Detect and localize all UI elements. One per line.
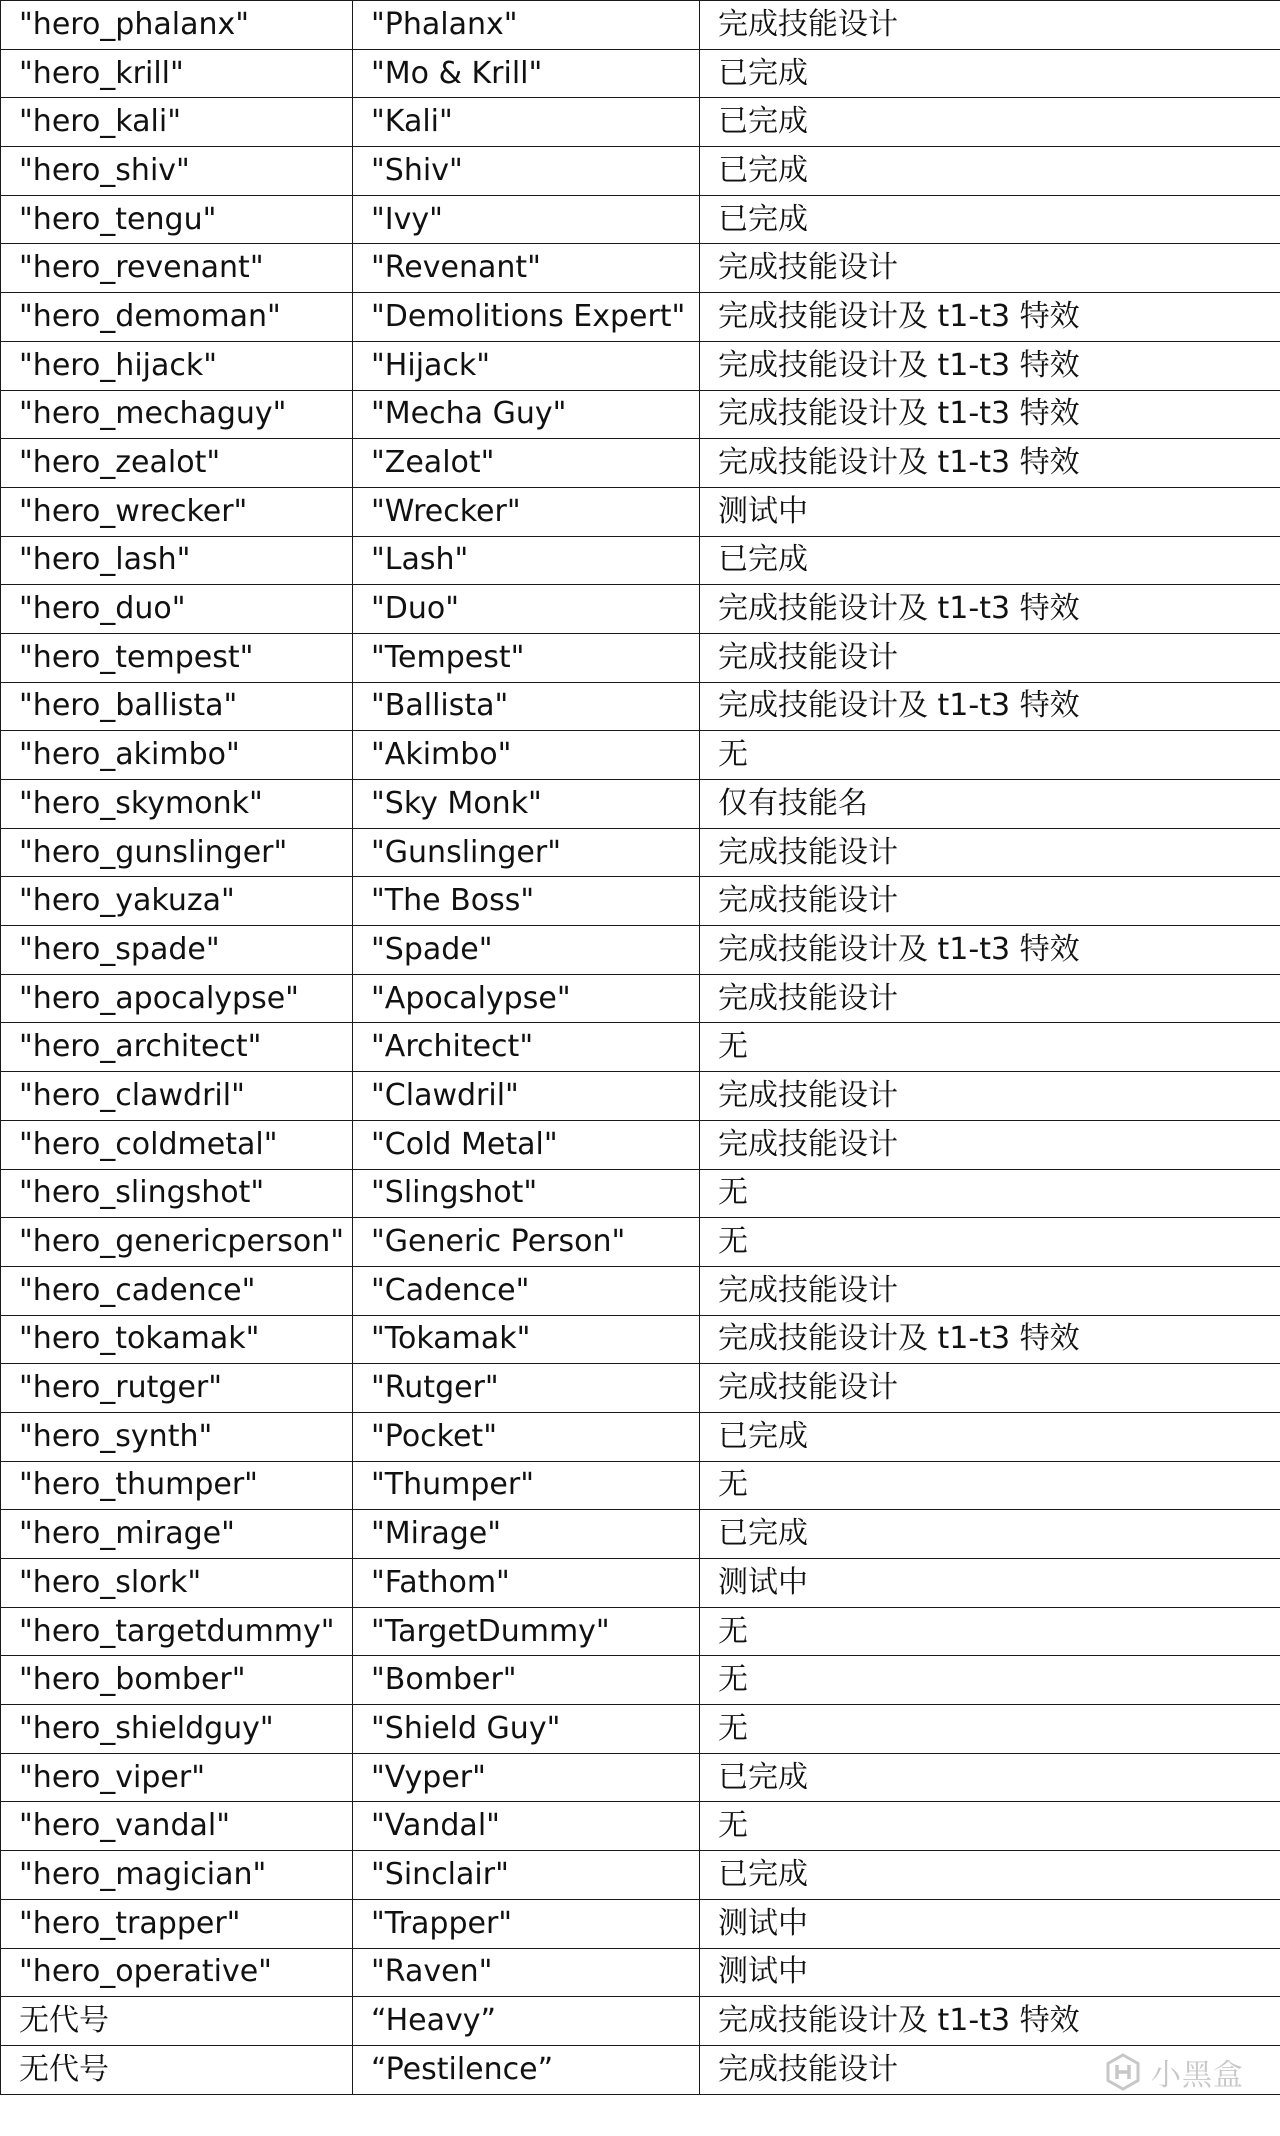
watermark-text: 小黑盒 bbox=[1151, 2058, 1244, 2093]
hero-codename-cell: "hero_rutger" bbox=[1, 1364, 353, 1413]
hero-codename-cell: "hero_coldmetal" bbox=[1, 1120, 353, 1169]
table-row bbox=[1, 780, 1280, 829]
table-row bbox=[1, 682, 1280, 731]
table-row bbox=[1, 98, 1280, 147]
hero-codename-cell: "hero_shiv" bbox=[1, 147, 353, 196]
hero-status-cell: 完成技能设计及 t1-t3 特效 bbox=[700, 390, 1280, 439]
hero-name-cell: "Bomber" bbox=[353, 1656, 700, 1705]
hero-name-cell: "The Boss" bbox=[353, 877, 700, 926]
hero-codename-cell: "hero_genericperson" bbox=[1, 1218, 353, 1267]
hero-status-cell: 完成技能设计 bbox=[700, 1266, 1280, 1315]
hero-name-cell: "Vyper" bbox=[353, 1753, 700, 1802]
table-row bbox=[1, 1072, 1280, 1121]
hero-status-cell: 已完成 bbox=[700, 1851, 1280, 1900]
hero-name-cell: "Mecha Guy" bbox=[353, 390, 700, 439]
hero-status-cell: 完成技能设计及 t1-t3 特效 bbox=[700, 1315, 1280, 1364]
table-row bbox=[1, 633, 1280, 682]
table-row bbox=[1, 1753, 1280, 1802]
hero-name-cell: "Fathom" bbox=[353, 1559, 700, 1608]
hero-status-cell: 无 bbox=[700, 731, 1280, 780]
hero-codename-cell: "hero_shieldguy" bbox=[1, 1705, 353, 1754]
hero-name-cell: "Clawdril" bbox=[353, 1072, 700, 1121]
hero-codename-cell: "hero_trapper" bbox=[1, 1899, 353, 1948]
hero-codename-cell: "hero_mechaguy" bbox=[1, 390, 353, 439]
hero-codename-cell: "hero_demoman" bbox=[1, 293, 353, 342]
hero-codename-cell: "hero_vandal" bbox=[1, 1802, 353, 1851]
hero-name-cell: "Shield Guy" bbox=[353, 1705, 700, 1754]
hero-name-cell: "Lash" bbox=[353, 536, 700, 585]
table-row bbox=[1, 926, 1280, 975]
table-row bbox=[1, 1802, 1280, 1851]
hero-codename-cell: "hero_clawdril" bbox=[1, 1072, 353, 1121]
hero-codename-cell: "hero_lash" bbox=[1, 536, 353, 585]
hero-status-cell: 无 bbox=[700, 1705, 1280, 1754]
hero-status-cell: 完成技能设计 bbox=[700, 1120, 1280, 1169]
hero-name-cell: "Zealot" bbox=[353, 439, 700, 488]
hero-status-cell: 测试中 bbox=[700, 487, 1280, 536]
hero-name-cell: "Revenant" bbox=[353, 244, 700, 293]
hero-status-cell: 已完成 bbox=[700, 98, 1280, 147]
hero-codename-cell: "hero_akimbo" bbox=[1, 731, 353, 780]
hero-name-cell: "Spade" bbox=[353, 926, 700, 975]
table-row bbox=[1, 49, 1280, 98]
hero-status-cell: 完成技能设计 bbox=[700, 877, 1280, 926]
hero-status-cell: 无 bbox=[700, 1023, 1280, 1072]
hero-codename-cell: "hero_thumper" bbox=[1, 1461, 353, 1510]
hero-name-cell: “Heavy” bbox=[353, 1997, 700, 2046]
hero-name-cell: "Pocket" bbox=[353, 1412, 700, 1461]
table-row bbox=[1, 1218, 1280, 1267]
hero-codename-cell: "hero_yakuza" bbox=[1, 877, 353, 926]
hero-name-cell: "Trapper" bbox=[353, 1899, 700, 1948]
hero-name-cell: "Shiv" bbox=[353, 147, 700, 196]
hero-codename-cell: 无代号 bbox=[1, 2045, 353, 2094]
hero-codename-cell: "hero_spade" bbox=[1, 926, 353, 975]
table-row bbox=[1, 439, 1280, 488]
table-row bbox=[1, 1266, 1280, 1315]
table-row bbox=[1, 195, 1280, 244]
table-row bbox=[1, 1656, 1280, 1705]
hero-name-cell: "Mo & Krill" bbox=[353, 49, 700, 98]
table-row bbox=[1, 244, 1280, 293]
hero-codename-cell: "hero_revenant" bbox=[1, 244, 353, 293]
hero-status-cell: 完成技能设计 bbox=[700, 1, 1280, 50]
hero-codename-cell: "hero_tengu" bbox=[1, 195, 353, 244]
table-row bbox=[1, 390, 1280, 439]
hero-status-cell: 完成技能设计 bbox=[700, 1072, 1280, 1121]
hero-codename-cell: "hero_magician" bbox=[1, 1851, 353, 1900]
hero-name-cell: "Mirage" bbox=[353, 1510, 700, 1559]
table-row bbox=[1, 1315, 1280, 1364]
hero-name-cell: "Ivy" bbox=[353, 195, 700, 244]
hero-name-cell: "Slingshot" bbox=[353, 1169, 700, 1218]
hero-codename-cell: "hero_gunslinger" bbox=[1, 828, 353, 877]
table-row bbox=[1, 1705, 1280, 1754]
hero-status-cell: 测试中 bbox=[700, 1899, 1280, 1948]
table-row bbox=[1, 1559, 1280, 1608]
hero-codename-cell: "hero_kali" bbox=[1, 98, 353, 147]
hero-name-cell: "Cadence" bbox=[353, 1266, 700, 1315]
table-row bbox=[1, 1412, 1280, 1461]
table-row bbox=[1, 1899, 1280, 1948]
hero-codename-cell: "hero_ballista" bbox=[1, 682, 353, 731]
hero-name-cell: "Tokamak" bbox=[353, 1315, 700, 1364]
hero-name-cell: "Demolitions Expert" bbox=[353, 293, 700, 342]
hero-status-cell: 无 bbox=[700, 1802, 1280, 1851]
hero-status-cell: 已完成 bbox=[700, 1412, 1280, 1461]
hero-codename-cell: "hero_zealot" bbox=[1, 439, 353, 488]
table-row bbox=[1, 828, 1280, 877]
hero-codename-cell: "hero_viper" bbox=[1, 1753, 353, 1802]
hero-codename-cell: "hero_targetdummy" bbox=[1, 1607, 353, 1656]
table-row bbox=[1, 147, 1280, 196]
hero-status-cell: 完成技能设计及 t1-t3 特效 bbox=[700, 585, 1280, 634]
hero-name-cell: "Raven" bbox=[353, 1948, 700, 1997]
hero-name-cell: "TargetDummy" bbox=[353, 1607, 700, 1656]
hero-status-cell: 完成技能设计及 t1-t3 特效 bbox=[700, 439, 1280, 488]
hero-status-cell: 完成技能设计 bbox=[700, 633, 1280, 682]
hero-name-cell: “Pestilence” bbox=[353, 2045, 700, 2094]
table-row bbox=[1, 1023, 1280, 1072]
hero-name-cell: "Apocalypse" bbox=[353, 974, 700, 1023]
hero-codename-cell: "hero_cadence" bbox=[1, 1266, 353, 1315]
hero-codename-cell: "hero_tempest" bbox=[1, 633, 353, 682]
hero-status-cell: 完成技能设计及 t1-t3 特效 bbox=[700, 1997, 1280, 2046]
hero-name-cell: "Rutger" bbox=[353, 1364, 700, 1413]
hero-codename-cell: "hero_architect" bbox=[1, 1023, 353, 1072]
hero-status-cell: 无 bbox=[700, 1218, 1280, 1267]
table-row bbox=[1, 536, 1280, 585]
table-row bbox=[1, 1, 1280, 50]
table-row bbox=[1, 1510, 1280, 1559]
table-row bbox=[1, 1851, 1280, 1900]
hero-codename-cell: "hero_hijack" bbox=[1, 341, 353, 390]
hero-name-cell: "Architect" bbox=[353, 1023, 700, 1072]
hero-codename-cell: "hero_skymonk" bbox=[1, 780, 353, 829]
table-row bbox=[1, 1997, 1280, 2046]
table-row bbox=[1, 1169, 1280, 1218]
hero-status-cell: 完成技能设计及 t1-t3 特效 bbox=[700, 341, 1280, 390]
hero-status-cell: 完成技能设计及 t1-t3 特效 bbox=[700, 926, 1280, 975]
table-row bbox=[1, 293, 1280, 342]
hero-name-cell: "Ballista" bbox=[353, 682, 700, 731]
table-row bbox=[1, 1120, 1280, 1169]
hero-name-cell: "Kali" bbox=[353, 98, 700, 147]
hero-status-cell: 完成技能设计 bbox=[700, 828, 1280, 877]
table-row bbox=[1, 1461, 1280, 1510]
hero-status-cell: 完成技能设计及 t1-t3 特效 bbox=[700, 682, 1280, 731]
hero-codename-cell: "hero_slingshot" bbox=[1, 1169, 353, 1218]
table-row bbox=[1, 585, 1280, 634]
hero-table-body bbox=[1, 1, 1280, 2095]
hero-name-cell: "Gunslinger" bbox=[353, 828, 700, 877]
hero-status-cell: 已完成 bbox=[700, 1753, 1280, 1802]
hero-status-cell: 无 bbox=[700, 1607, 1280, 1656]
table-row bbox=[1, 877, 1280, 926]
hero-status-cell: 已完成 bbox=[700, 147, 1280, 196]
hero-status-cell: 完成技能设计及 t1-t3 特效 bbox=[700, 293, 1280, 342]
hero-codename-cell: 无代号 bbox=[1, 1997, 353, 2046]
table-row bbox=[1, 341, 1280, 390]
hero-status-cell: 完成技能设计 bbox=[700, 1364, 1280, 1413]
hero-name-cell: "Cold Metal" bbox=[353, 1120, 700, 1169]
hero-codename-cell: "hero_mirage" bbox=[1, 1510, 353, 1559]
table-row bbox=[1, 1948, 1280, 1997]
hero-status-cell: 仅有技能名 bbox=[700, 780, 1280, 829]
hero-name-cell: "Akimbo" bbox=[353, 731, 700, 780]
hero-name-cell: "Duo" bbox=[353, 585, 700, 634]
hero-codename-cell: "hero_wrecker" bbox=[1, 487, 353, 536]
hero-name-cell: "Tempest" bbox=[353, 633, 700, 682]
hero-status-cell: 无 bbox=[700, 1461, 1280, 1510]
hero-codename-cell: "hero_duo" bbox=[1, 585, 353, 634]
hero-name-cell: "Thumper" bbox=[353, 1461, 700, 1510]
hero-name-cell: "Sky Monk" bbox=[353, 780, 700, 829]
hero-status-cell: 测试中 bbox=[700, 1559, 1280, 1608]
hero-status-cell: 完成技能设计 bbox=[700, 2045, 1280, 2094]
hero-name-cell: "Generic Person" bbox=[353, 1218, 700, 1267]
hero-status-cell: 已完成 bbox=[700, 1510, 1280, 1559]
hero-codename-cell: "hero_operative" bbox=[1, 1948, 353, 1997]
hero-codename-cell: "hero_slork" bbox=[1, 1559, 353, 1608]
hero-codename-cell: "hero_apocalypse" bbox=[1, 974, 353, 1023]
hero-status-cell: 已完成 bbox=[700, 195, 1280, 244]
hero-codename-cell: "hero_synth" bbox=[1, 1412, 353, 1461]
hero-name-cell: "Vandal" bbox=[353, 1802, 700, 1851]
hero-status-cell: 测试中 bbox=[700, 1948, 1280, 1997]
hero-name-cell: "Wrecker" bbox=[353, 487, 700, 536]
table-row bbox=[1, 1607, 1280, 1656]
hero-status-cell: 已完成 bbox=[700, 536, 1280, 585]
hero-status-cell: 无 bbox=[700, 1169, 1280, 1218]
table-row bbox=[1, 487, 1280, 536]
hero-name-cell: "Hijack" bbox=[353, 341, 700, 390]
table-row bbox=[1, 731, 1280, 780]
hero-status-cell: 无 bbox=[700, 1656, 1280, 1705]
table-row bbox=[1, 974, 1280, 1023]
hero-status-cell: 完成技能设计 bbox=[700, 974, 1280, 1023]
table-row bbox=[1, 1364, 1280, 1413]
hero-codename-cell: "hero_phalanx" bbox=[1, 1, 353, 50]
hero-status-cell: 已完成 bbox=[700, 49, 1280, 98]
table-row bbox=[1, 2045, 1280, 2094]
hero-codename-cell: "hero_bomber" bbox=[1, 1656, 353, 1705]
hero-status-cell: 完成技能设计 bbox=[700, 244, 1280, 293]
hero-codename-cell: "hero_tokamak" bbox=[1, 1315, 353, 1364]
hero-name-cell: "Sinclair" bbox=[353, 1851, 700, 1900]
hero-name-cell: "Phalanx" bbox=[353, 1, 700, 50]
hero-codename-cell: "hero_krill" bbox=[1, 49, 353, 98]
